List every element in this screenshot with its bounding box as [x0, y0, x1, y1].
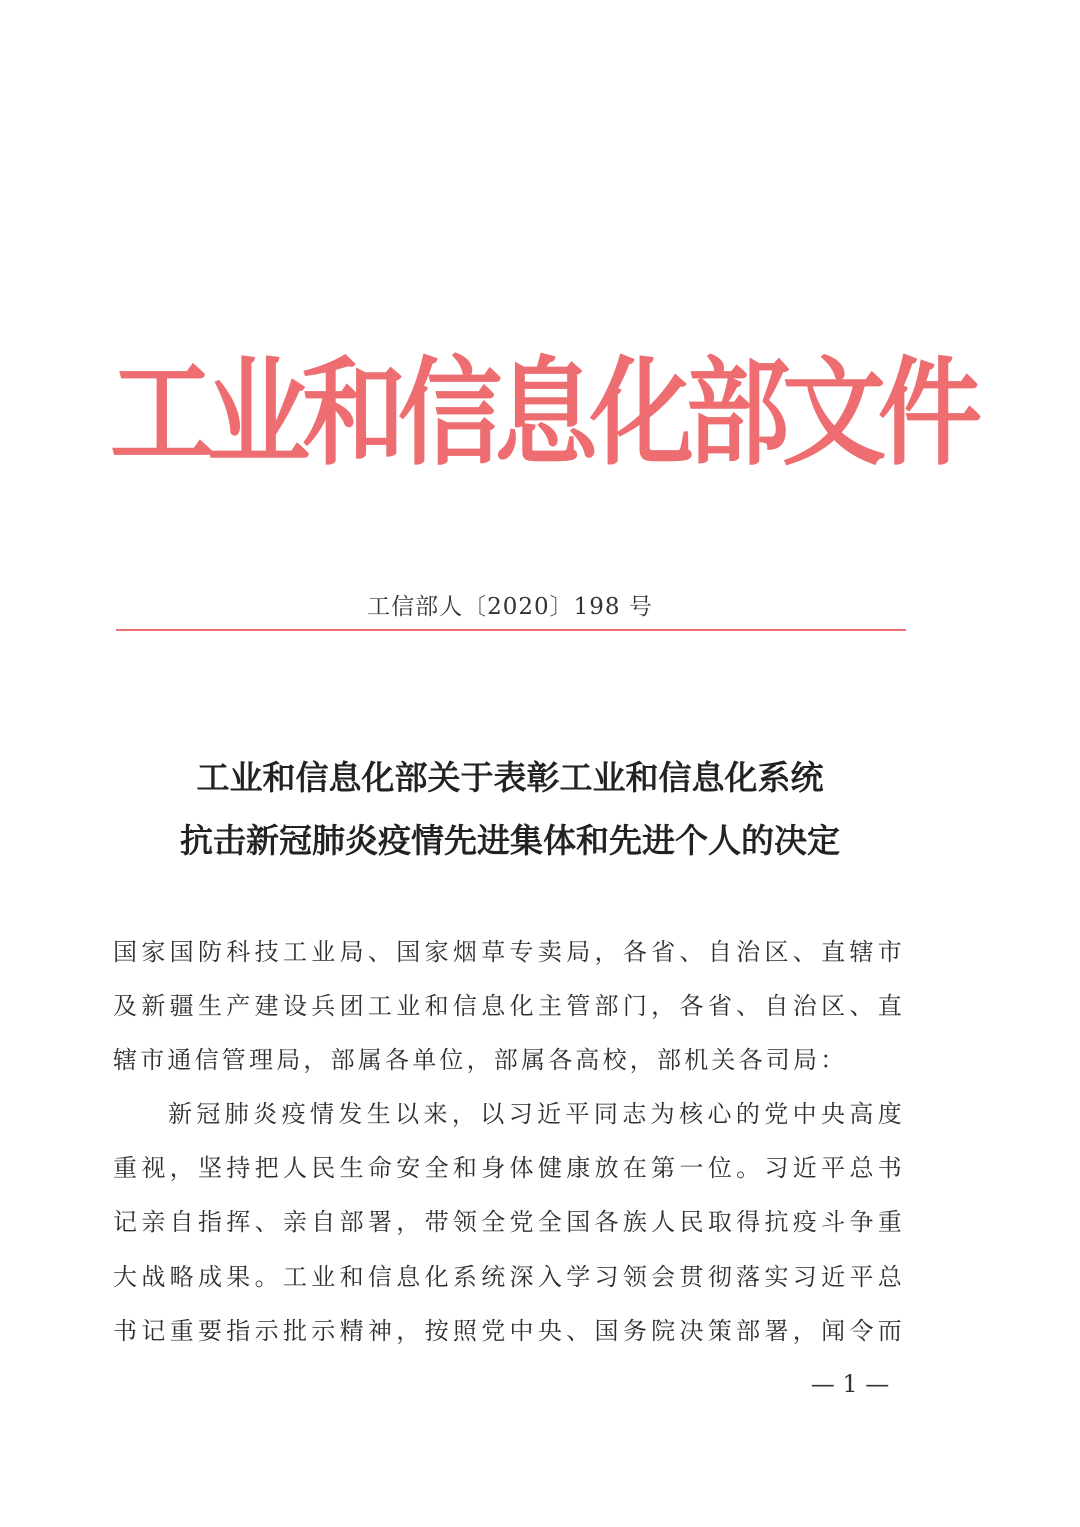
body-line-3: 辖市通信管理局，部属各单位，部属各高校，部机关各司局： — [113, 1046, 848, 1074]
document-title-line-1: 工业和信息化部关于表彰工业和信息化系统 — [196, 758, 824, 797]
body-line-4: 新冠肺炎疫情发生以来，以习近平同志为核心的党中央高度 — [168, 1100, 905, 1128]
page-number: — 1 — — [810, 1370, 890, 1398]
body-line-2: 及新疆生产建设兵团工业和信息化主管部门，各省、自治区、直 — [113, 992, 905, 1020]
red-divider-line — [116, 629, 906, 631]
body-line-8: 书记重要指示批示精神，按照党中央、国务院决策部署，闻令而 — [113, 1317, 905, 1345]
body-line-7: 大战略成果。工业和信息化系统深入学习领会贯彻落实习近平总 — [113, 1263, 905, 1291]
body-line-1: 国家国防科技工业局、国家烟草专卖局，各省、自治区、直辖市 — [113, 938, 905, 966]
document-title-line-2: 抗击新冠肺炎疫情先进集体和先进个人的决定 — [180, 821, 840, 860]
document-number: 工信部人〔2020〕198 号 — [367, 594, 653, 620]
issuer-banner: 工业和信息化部文件 — [110, 344, 975, 482]
body-line-5: 重视，坚持把人民生命安全和身体健康放在第一位。习近平总书 — [113, 1154, 905, 1182]
body-line-6: 记亲自指挥、亲自部署，带领全党全国各族人民取得抗疫斗争重 — [113, 1208, 905, 1236]
